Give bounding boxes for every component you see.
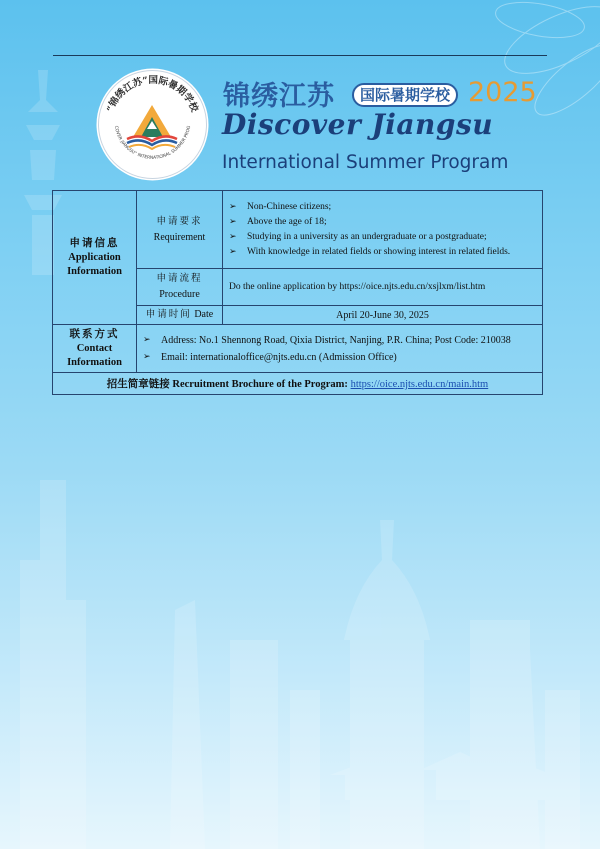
brochure-link[interactable]: https://oice.njts.edu.cn/main.htm [350, 379, 489, 390]
requirement-row [53, 191, 543, 269]
list-item: ➢ Non-Chinese citizens; [227, 200, 536, 215]
information-table [52, 190, 543, 395]
brochure-row [53, 373, 543, 395]
contact-email: ➢ Email: internationaloffice@njts.edu.cn (Admission Office) [141, 349, 536, 366]
application-info-category: 申请信息 Application Information [53, 191, 137, 325]
procedure-text: Do the online application by https://oice.njts.edu.cn/xsjlxm/list.htm [223, 269, 543, 306]
list-item: ➢ With knowledge in related fields or showing interest in related fields. [227, 245, 536, 260]
contact-row [53, 325, 543, 373]
requirement-list [223, 191, 543, 269]
title-english: Discover Jiangsu [222, 108, 494, 141]
title-badge: 国际暑期学校 [352, 83, 458, 107]
program-logo [95, 67, 210, 182]
title-chinese: 锦绣江苏 [223, 81, 335, 112]
logo-ring-text: “锦绣江苏”国际暑期学校 [105, 74, 200, 114]
contact-address: ➢ Address: No.1 Shennong Road, Qixia District, Nanjing, P.R. China; Post Code: 210038 [141, 332, 536, 349]
date-value: April 20-June 30, 2025 [223, 306, 543, 325]
procedure-label: 申请流程 Procedure [137, 269, 223, 306]
subtitle-english: International Summer Program [222, 152, 509, 173]
brochure-cell [53, 373, 543, 395]
top-rule [53, 55, 547, 56]
brochure-label: 招生简章链接 Recruitment Brochure of the Program: [106, 379, 348, 390]
requirement-label: 申请要求 Requirement [137, 191, 223, 269]
logo-ring-text-en: COVER JIANGSU” INTERNATIONAL SUMMER PROG [112, 125, 193, 161]
list-item: ➢ Studying in a university as an undergraduate or a postgraduate; [227, 230, 536, 245]
contact-list [137, 325, 543, 373]
list-item: ➢ Above the age of 18; [227, 215, 536, 230]
contact-info-category: 联系方式 Contact Information [53, 325, 137, 373]
date-label: 申请时间 Date [137, 306, 223, 325]
title-year: 2025 [468, 77, 537, 108]
